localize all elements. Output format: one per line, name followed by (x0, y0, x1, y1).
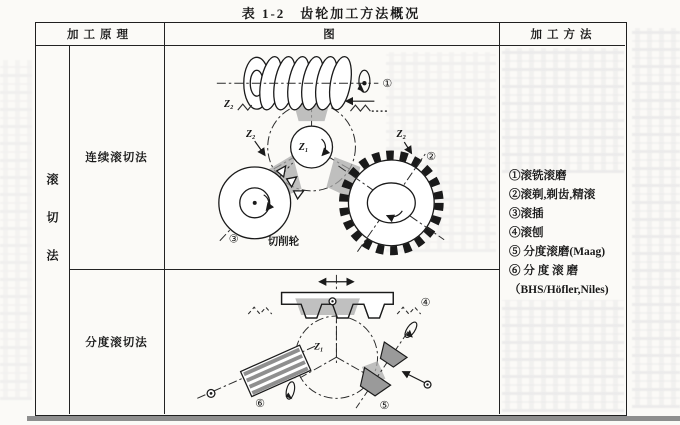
rotation-arrow-icon (285, 381, 296, 400)
col-header-method: 加工方法 (530, 29, 597, 41)
method-item: ④滚刨 (509, 227, 544, 239)
principle-group-label: 滚切法 (45, 172, 59, 287)
figure-label-2: ② (426, 150, 437, 163)
principle-row-indexing: 分度滚切法 (85, 336, 148, 349)
axis-end-dot (426, 383, 428, 385)
bleedthrough-texture (632, 28, 680, 408)
conical-grinding-wheel (376, 342, 408, 370)
figure-indexing-method (165, 269, 501, 414)
figure-label-1: ① (382, 78, 393, 91)
figure-label-5: ⑤ (379, 400, 390, 413)
figure-label-3: ③ (228, 233, 239, 246)
principle-row-continuous: 连续滚切法 (85, 152, 148, 164)
bleedthrough-texture (0, 60, 32, 400)
col-header-figure: 图 (323, 29, 340, 41)
z2-gear-label: Z₂ (396, 129, 407, 141)
col-header-principle: 加工原理 (67, 29, 133, 41)
infeed-arrow (403, 372, 425, 383)
rack-profile-dashed (248, 307, 272, 314)
conical-grinding-wheel (355, 368, 391, 400)
methods-list (502, 45, 628, 414)
method-item: ⑤ 分度滚磨(Maag) (509, 246, 606, 258)
page-title: 表 1-2 齿轮加工方法概况 (241, 6, 421, 21)
method-item: ②滚剃,剃齿,精滚 (509, 189, 596, 201)
figure-indexing-method-svg (165, 269, 501, 414)
scan-rule (27, 416, 680, 421)
shaving-cutter-gear (338, 154, 444, 252)
rotation-arrow-icon (403, 320, 419, 339)
workpiece-hub (291, 126, 333, 168)
z2-cutter-label: Z₂ (245, 129, 256, 141)
rack-cutter (282, 293, 394, 318)
rack-profile-dashed (397, 307, 421, 314)
grinding-worm (241, 345, 311, 396)
figure-label-6: ⑥ (255, 398, 265, 411)
z2-gear-arrow (404, 142, 411, 153)
rotation-arrow-icon (357, 70, 369, 92)
figure-continuous-hobbing (165, 45, 501, 269)
figure-label-4: ④ (420, 297, 431, 310)
z2-cutter-arrow (255, 141, 265, 155)
method-item: ⑥ 分 度 滚 磨 （BHS/Höfler,Niles) (509, 265, 609, 296)
cutter-wheel-label: 切削轮 (267, 236, 300, 248)
z1-label: Z₁ (314, 341, 324, 353)
figure-continuous-hobbing-svg (165, 45, 501, 269)
gear-methods-table (35, 22, 627, 416)
axis-end-dot (210, 392, 213, 395)
rack-profile-zigzag (350, 105, 370, 111)
z1-label: Z₁ (298, 142, 309, 154)
method-item: ①滚铣滚磨 (509, 170, 567, 182)
method-item: ③滚插 (509, 208, 544, 220)
z2-rack-label: Z₂ (224, 99, 234, 111)
